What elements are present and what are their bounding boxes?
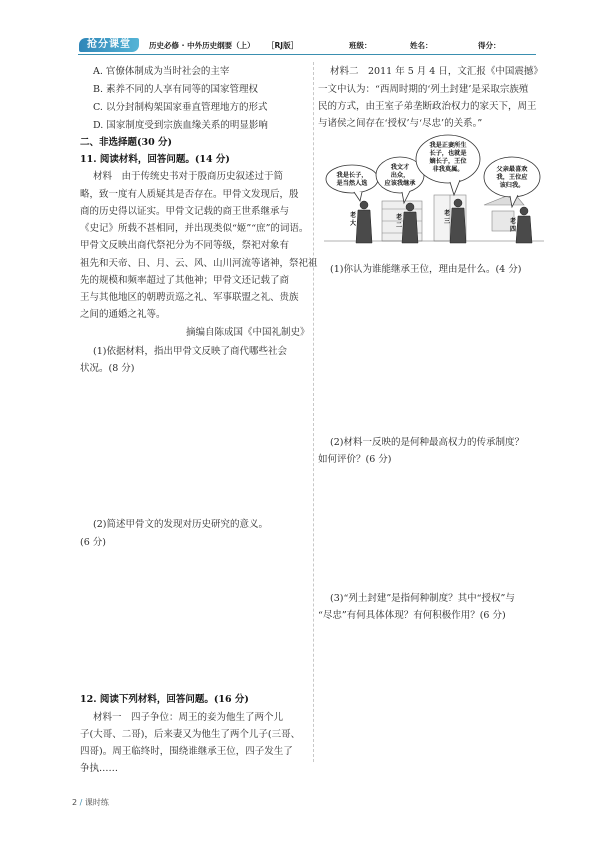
label-third: 老 bbox=[444, 210, 451, 217]
q12-sub2: 如何评价？(6 分) bbox=[318, 454, 392, 465]
q12-material2-line: 与诸侯之间存在‘授权’与‘尽忠’的关系。” bbox=[318, 118, 483, 129]
q12-material1-line: 子(大哥、二哥)，后来妻又为他生了两个儿子(三哥、 bbox=[80, 729, 301, 740]
section-two-heading: 二、非选择题(30 分) bbox=[80, 137, 173, 148]
footer-section: 课时练 bbox=[84, 798, 109, 807]
label-fourth: 四 bbox=[510, 226, 517, 233]
bubble-2-text: 我文才 bbox=[390, 164, 410, 171]
label-second: 老 bbox=[396, 214, 403, 221]
q12-sub1: (1)你认为谁能继承王位，理由是什么。(4 分) bbox=[330, 264, 522, 275]
q12-sub2: (2)材料一反映的是何种最高权力的传承制度？ bbox=[330, 437, 524, 448]
q11-source: 摘编自陈成国《中国礼制史》 bbox=[186, 327, 310, 338]
bubble-2-text: 出众， bbox=[390, 172, 410, 179]
q11-title: 11. 阅读材料，回答问题。(14 分) bbox=[80, 154, 230, 165]
figure-fourth bbox=[516, 207, 532, 243]
score-label: 得分： bbox=[478, 41, 501, 50]
class-label: 班级： bbox=[349, 41, 372, 50]
page-number: 2 bbox=[72, 798, 78, 807]
bubble-3-text: 嫡长子，王位 bbox=[429, 158, 467, 165]
bubble-2-text: 应该我继承 bbox=[384, 180, 416, 187]
option-b: B. 素养不同的人享有同等的国家管理权 bbox=[93, 84, 259, 95]
four-sons-cartoon bbox=[324, 133, 544, 248]
q12-material2-line: 一文中认为：“西周时期的‘列土封建’是采取宗族殖 bbox=[318, 84, 529, 95]
label-third: 三 bbox=[444, 218, 451, 225]
bubble-1-text: 是当然人选 bbox=[336, 180, 368, 187]
q11-material-line: 甲骨文反映出商代祭祀分为不同等级，祭祀对象有 bbox=[80, 240, 290, 251]
q11-material-line: 王与其他地区的朝聘贡巡之礼、军事联盟之礼、贵族 bbox=[80, 292, 299, 303]
q12-material1-line: 争执…… bbox=[80, 763, 119, 774]
q11-sub1: 状况。(8 分) bbox=[80, 363, 135, 374]
q12-title: 12. 阅读下列材料，回答问题。(16 分) bbox=[80, 694, 249, 705]
column-divider bbox=[313, 62, 314, 762]
option-a: A. 官僚体制成为当时社会的主宰 bbox=[93, 66, 230, 77]
q11-material-line: 商的历史得以证实。甲骨文记载的商王世系继承与 bbox=[80, 206, 290, 217]
label-second: 二 bbox=[396, 222, 403, 229]
q11-material-line: 之间的通婚之礼等。 bbox=[80, 309, 166, 320]
page-footer bbox=[72, 797, 109, 808]
book-title: 历史必修 · 中外历史纲要（上） bbox=[149, 41, 255, 50]
q11-material-line: 先的规模和频率超过了其他神；甲骨文还记载了商 bbox=[80, 275, 290, 286]
label-fourth: 老 bbox=[510, 218, 517, 225]
option-c: C. 以分封制构架国家垂直管理地方的形式 bbox=[93, 102, 268, 113]
bubble-3-text: 非我莫属。 bbox=[432, 166, 464, 173]
header-rule bbox=[78, 54, 536, 55]
bubble-1-text: 我是长子， bbox=[336, 172, 368, 179]
edition-label: ［RJ版］ bbox=[267, 41, 299, 50]
bubble-3-text: 长子，也就是 bbox=[429, 150, 467, 157]
label-eldest: 老 bbox=[350, 212, 357, 219]
brand-badge: 抢分课堂 bbox=[79, 38, 139, 52]
bubble-4-text: 我，王位应 bbox=[496, 174, 528, 181]
q11-sub2: (2)简述甲骨文的发现对历史研究的意义。 bbox=[93, 519, 268, 530]
q12-material2-line: 材料二 2011 年 5 月 4 日，文汇报《中国震撼》 bbox=[330, 66, 543, 77]
q12-material1-line: 四哥)。周王临终时，围绕谁继承王位，四子发生了 bbox=[80, 746, 293, 757]
q12-sub3: “尽忠”有何具体体现？有何积极作用？(6 分) bbox=[318, 610, 506, 621]
q12-material2-line: 民的方式，由王室子弟垄断政治权力的家天下，周王 bbox=[318, 101, 537, 112]
q11-material-line: 材料 由于传统史书对于殷商历史叙述过于简 bbox=[93, 171, 284, 182]
name-label: 姓名： bbox=[410, 41, 433, 50]
figure-eldest bbox=[356, 201, 372, 243]
footer-separator: / bbox=[79, 798, 83, 807]
bubble-4-text: 该归我。 bbox=[499, 182, 525, 189]
q11-material-line: 《史记》所载不甚相同，并出现类似“姬”“庶”的词语。 bbox=[80, 223, 309, 234]
bubble-3-text: 我是正妻所生 bbox=[429, 142, 467, 149]
q11-sub1: (1)依据材料，指出甲骨文反映了商代哪些社会 bbox=[93, 346, 287, 357]
speech-bubble-1 bbox=[326, 165, 378, 193]
q11-material-line: 祖先和天帝、日、月、云、风、山川河流等诸神，祭祀祖 bbox=[80, 258, 318, 269]
q11-sub2: (6 分) bbox=[80, 537, 106, 548]
q12-material1-line: 材料一 四子争位：周王的妾为他生了两个儿 bbox=[93, 712, 284, 723]
bubble-4-text: 父亲最喜欢 bbox=[496, 166, 528, 173]
q11-material-line: 略，致一度有人质疑其是否存在。甲骨文发现后，殷 bbox=[80, 189, 299, 200]
label-eldest: 大 bbox=[350, 220, 357, 227]
option-d: D. 国家制度受到宗族血缘关系的明显影响 bbox=[93, 120, 268, 131]
q12-sub3: (3)“列土封建”是指何种制度？其中“授权”与 bbox=[330, 593, 515, 604]
